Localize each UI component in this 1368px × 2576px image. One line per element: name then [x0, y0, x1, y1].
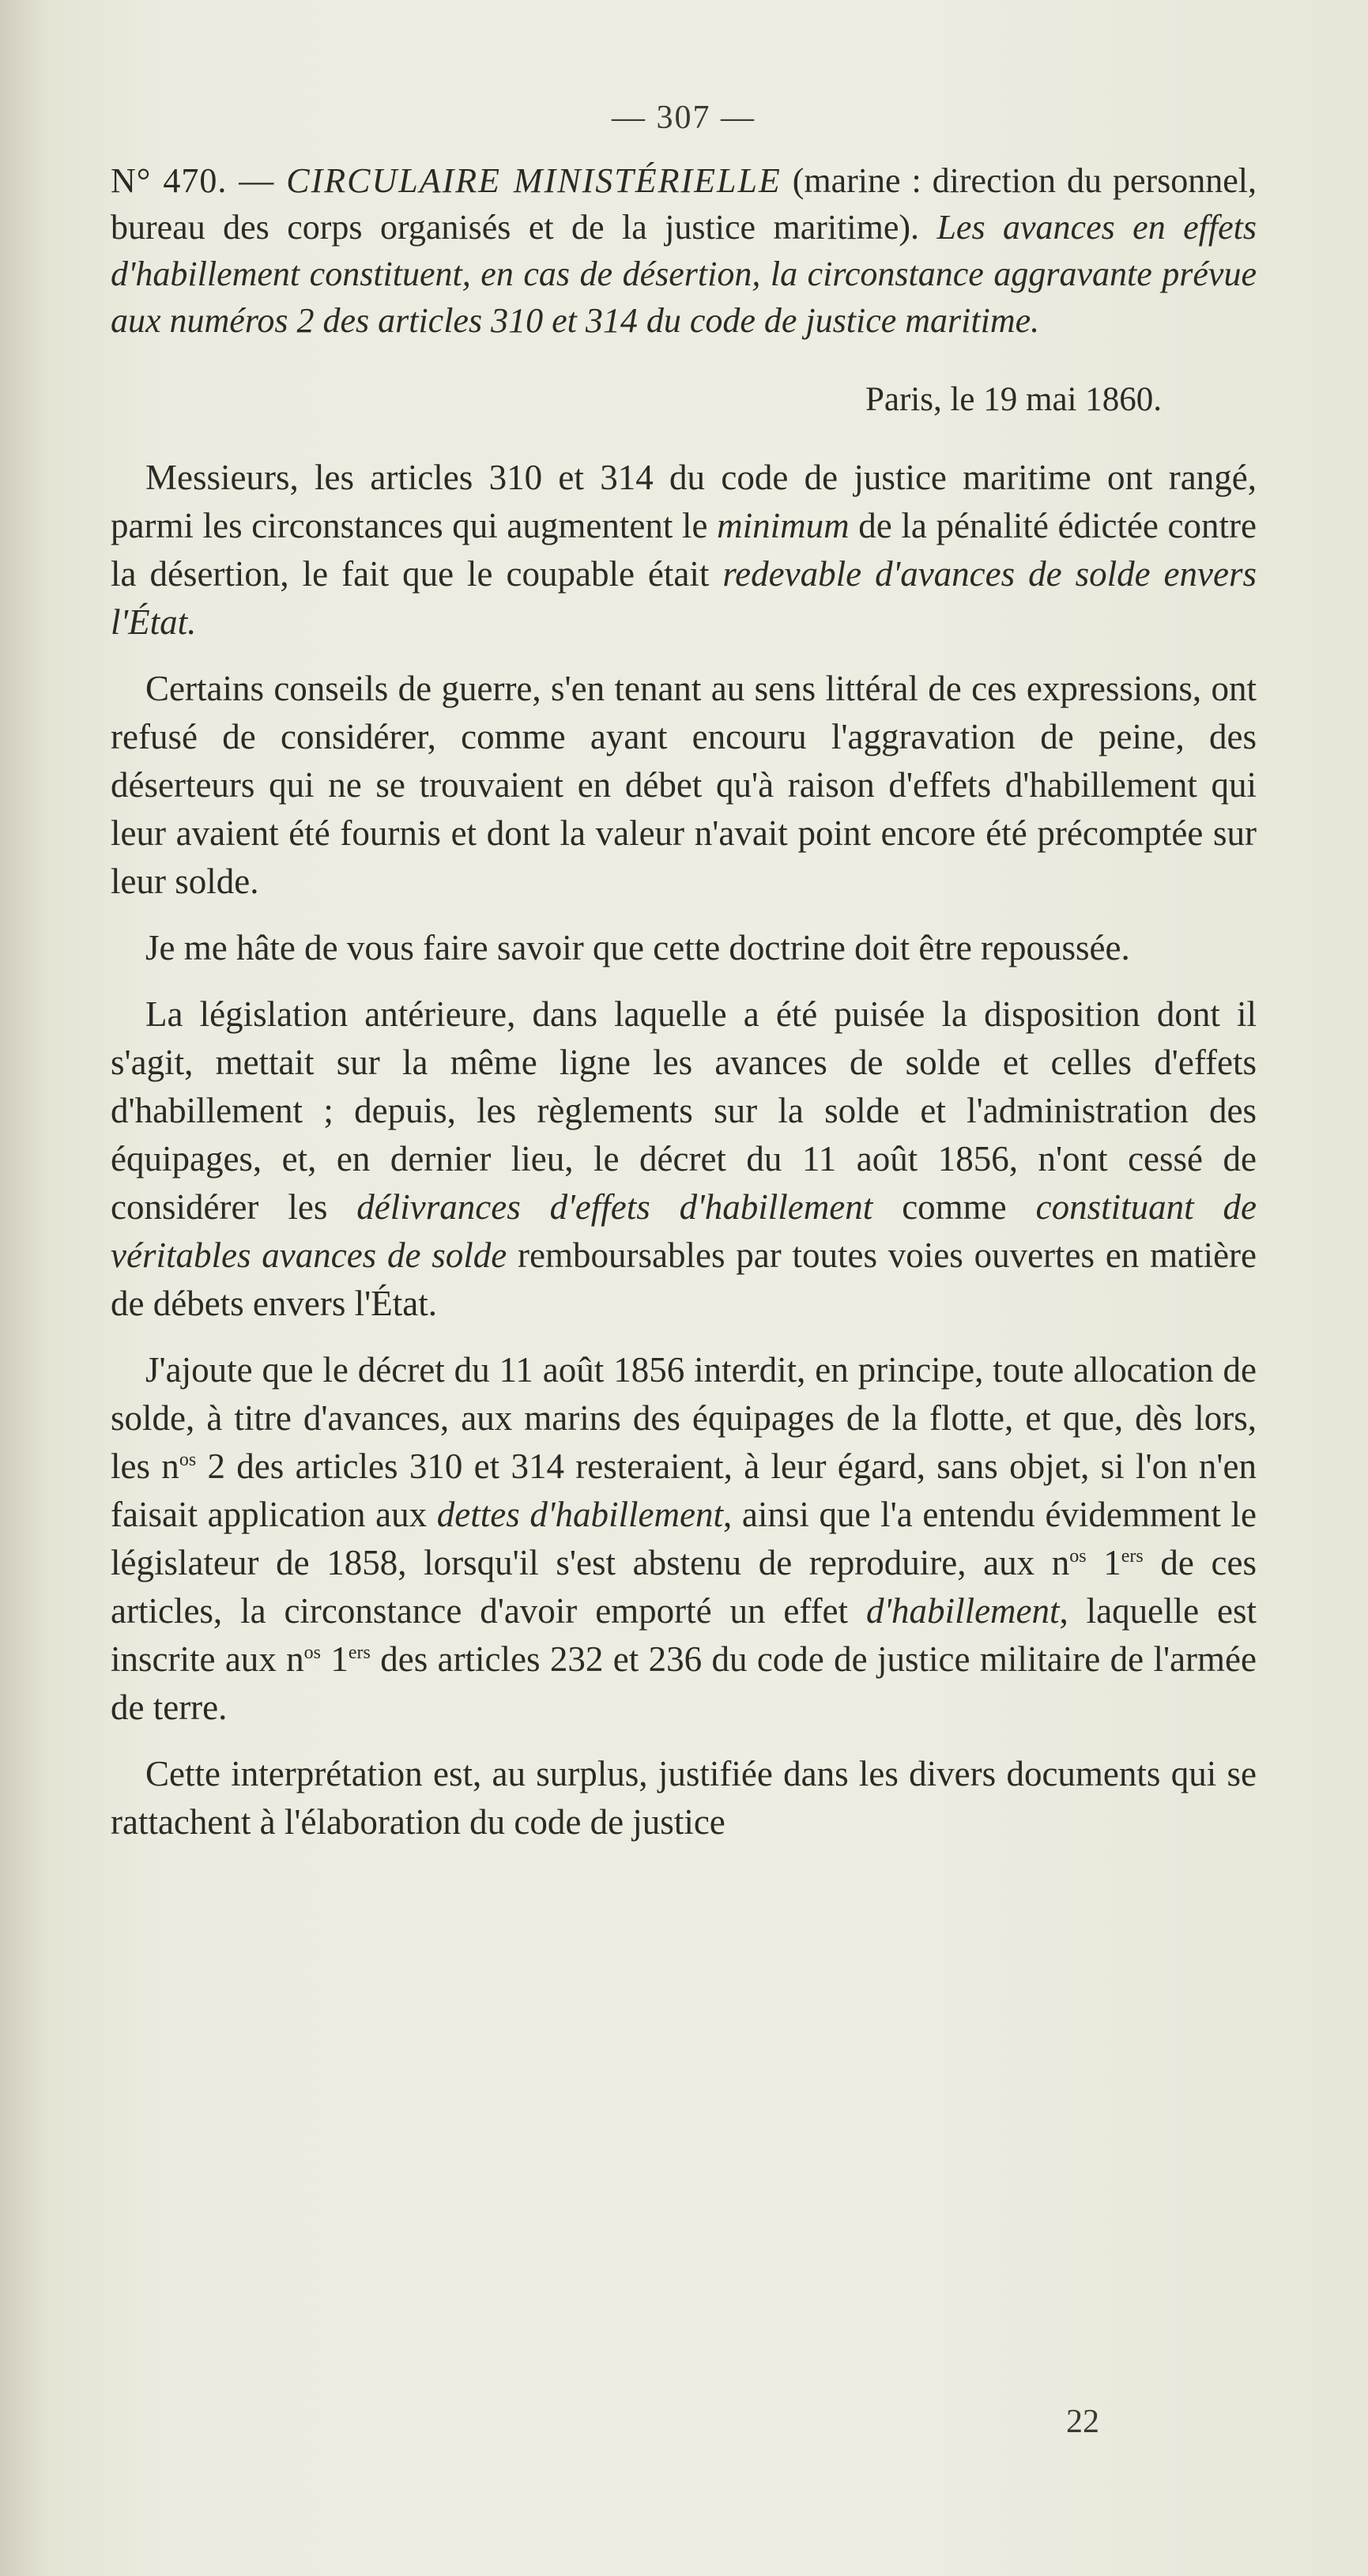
p4-text-a: La législation antérieure, dans laquelle a été puisée la disposition dont il s'agit, mettait sur la même ligne les avances de solde et celles d'effets d'habillement ; depuis, les règlements sur la solde et l'administration des équipages, et, en dernier lieu, le décret du 11 août 1856, n'ont cessé de considérer les	[111, 994, 1257, 1227]
paragraph-2: Certains conseils de guerre, s'en tenant au sens littéral de ces expressions, ont refusé de considérer, comme ayant encouru l'aggravation de peine, des déserteurs qui ne se trouvaient en débet qu'à raison d'effets d'habillement qui leur avaient été fournis et dont la valeur n'avait point encore été précomptée sur leur solde.	[111, 669, 1257, 901]
paragraph-6: Cette interprétation est, au surplus, justifiée dans les divers documents qui se rattachent à l'élaboration du code de justice	[111, 1754, 1257, 1842]
p5-text-b: 2 des articles 310 et 314 resteraient, à leur égard, sans objet, si l'on n'en faisait application aux	[111, 1446, 1257, 1534]
paragraph-4	[111, 990, 1257, 1328]
p5-text-i: 1	[321, 1639, 349, 1679]
p5-text-a: J'ajoute que le décret du 11 août 1856 interdit, en principe, toute allocation de solde, à titre d'avances, aux marins des équipages de la flotte, et que, dès lors, les n	[111, 1350, 1257, 1486]
p5-sup-ers-2: ers	[348, 1643, 371, 1663]
signature-mark: 22	[1066, 2404, 1099, 2440]
paragraph-3: Je me hâte de vous faire savoir que cette doctrine doit être repoussée.	[145, 928, 1130, 967]
circular-summary: Les avances en effets d'habillement constituent, en cas de désertion, la circonstance aggravante prévue aux numéros 2 des articles 310 et 314 du code de justice maritime.	[111, 208, 1257, 340]
p1-text-a: Messieurs, les articles 310 et 314 du code de justice maritime ont rangé, parmi les circonstances qui augmentent le	[111, 458, 1257, 545]
circular-number: N° 470. —	[111, 161, 287, 200]
p5-text-d: , ainsi que l'a entendu évidemment le législateur de 1858, lorsqu'il s'est abstenu de reproduire, aux n	[111, 1495, 1257, 1582]
p5-sup-os-2: os	[1069, 1546, 1087, 1567]
p1-italic-minimum: minimum	[717, 506, 850, 545]
p5-sup-os-1: os	[179, 1450, 197, 1470]
p5-text-f: de ces articles, la circonstance d'avoir emporté un effet	[111, 1543, 1257, 1631]
p4-italic-delivrances: délivrances d'effets d'habillement	[356, 1187, 873, 1227]
paragraph-1	[111, 454, 1257, 647]
page-number: — 307 —	[612, 100, 756, 136]
dateline: Paris, le 19 mai 1860.	[865, 381, 1162, 418]
p1-text-c: de la pénalité édictée contre la désertion, le fait que le coupable était	[111, 506, 1257, 594]
p4-italic-constituant: constituant de véritables avances de solde	[111, 1187, 1257, 1275]
circular-heading	[111, 157, 1257, 344]
p4-text-c: comme	[872, 1187, 1036, 1227]
p5-text-j: des articles 232 et 236 du code de justice militaire de l'armée de terre.	[111, 1639, 1257, 1727]
circular-description: (marine : direction du personnel, bureau des corps organisés et de la justice maritime).	[111, 161, 1257, 247]
p5-text-e: 1	[1086, 1543, 1121, 1582]
circular-title: CIRCULAIRE MINISTÉRIELLE	[286, 161, 782, 200]
p5-italic-habillement: d'habillement	[865, 1591, 1060, 1631]
p5-sup-os-3: os	[303, 1643, 322, 1663]
p5-sup-ers-1: ers	[1121, 1546, 1144, 1567]
paragraph-5	[111, 1346, 1257, 1732]
p5-italic-dettes: dettes d'habillement	[436, 1495, 723, 1534]
text-block	[111, 99, 1257, 1865]
p1-italic-redevable: redevable d'avances de solde envers l'État.	[111, 554, 1257, 642]
p5-text-h: , laquelle est inscrite aux n	[111, 1591, 1257, 1679]
p4-text-e: remboursables par toutes voies ouvertes en matière de débets envers l'État.	[111, 1235, 1257, 1323]
